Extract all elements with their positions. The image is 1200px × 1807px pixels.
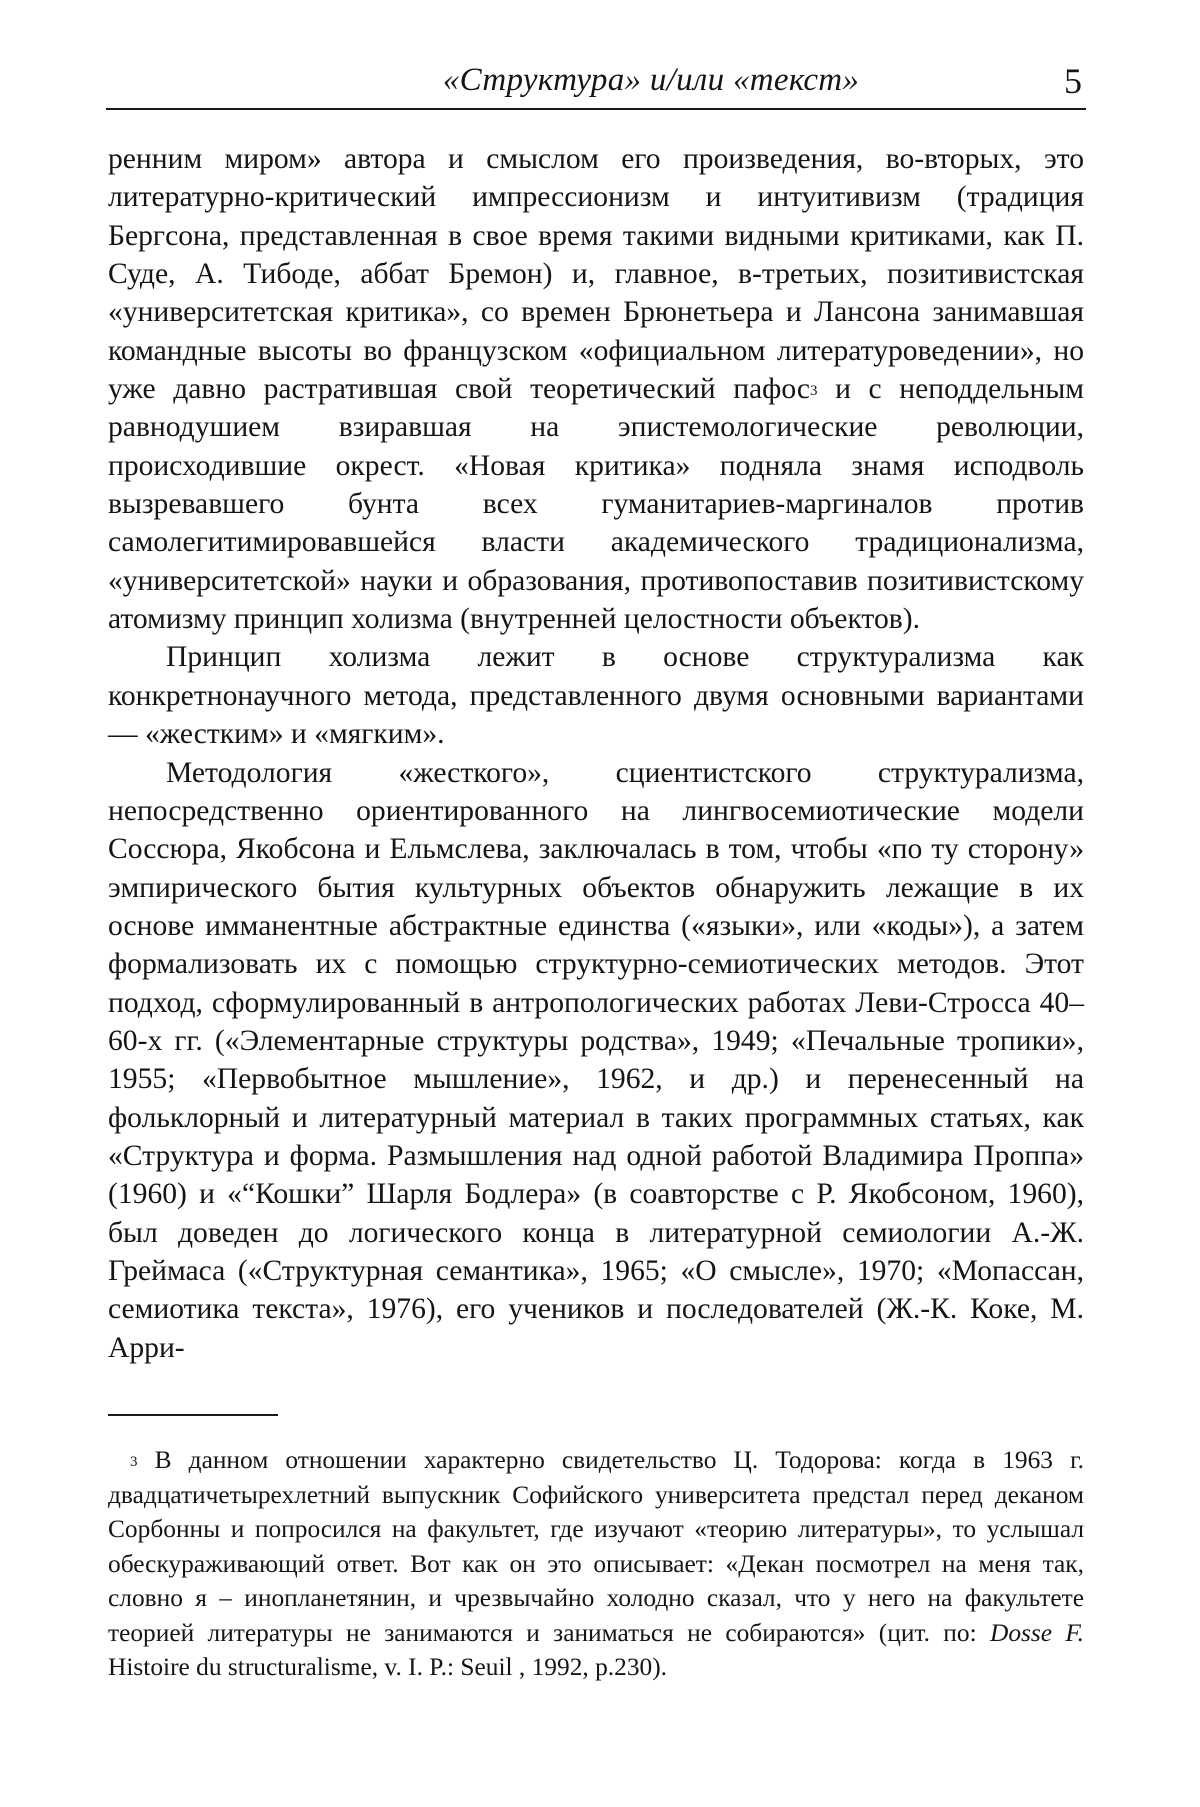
paragraph: Принцип холизма лежит в основе структурализма как конкретнонаучного метода, представленного двумя основными вариантами — «жестким» и «мягким». bbox=[108, 641, 1084, 751]
footnote-author: Dosse F. bbox=[990, 1618, 1084, 1647]
paragraph-text: ренним миром» автора и смыслом его произведения, во-вторых, это литературно-критический импрессионизм и интуитивизм (традиция Бергсона, представленная в свое время такими видными критиками, как П. Суде, А. Тибоде, аббат Бремон) и, главное, в-третьих, позитивистская «университетская критика», со времен Брюнетьера и Лансона занимавшая командные высоты во французском «официальном литературоведении», но уже давно растратившая свой теоретический пафос bbox=[108, 143, 1084, 406]
running-head bbox=[106, 62, 1086, 106]
paragraph-continued bbox=[108, 140, 1084, 638]
paragraph: Методология «жесткого», сциентистского структурализма, непосредственно ориентированного на лингвосемиотические модели Соссюра, Якобсона и Ельмслева, заключалась в том, чтобы «по ту сторону» эмпирического бытия культурных объектов обнаружить лежащие в их основе имманентные абстрактные единства («языки», или «коды»), а затем формализовать их с помощью структурно-семиотических методов. Этот подход, сформулированный в антропологических работах Леви-Стросса 40–60-х гг. («Элементарные структуры родства», 1949; «Печальные тропики», 1955; «Первобытное мышление», 1962, и др.) и перенесенный на фольклорный и литературный материал в таких программных статьях, как «Структура и форма. Размышления над одной работой Владимира Проппа» (1960) и «“Кошки” Шарля Бодлера» (в соавторстве с Р. Якобсоном, 1960), был доведен до логического конца в литературной семиологии А.-Ж. Греймаса («Структурная семантика», 1965; «О смысле», 1970; «Мопассан, семиотика текста», 1976), его учеников и последователей (Ж.-К. Коке, М. Арри- bbox=[108, 756, 1084, 1364]
main-text bbox=[108, 140, 1084, 1367]
footnote-reference[interactable]: 3 bbox=[810, 383, 818, 400]
running-title: «Структура» и/или «текст» bbox=[442, 62, 860, 98]
footnote-citation: Histoire du structuralisme, v. I. P.: Seuil , 1992, p.230). bbox=[108, 1653, 668, 1681]
footnote-rule bbox=[108, 1414, 278, 1416]
footnote-body: В данном отношении характерно свидетельство Ц. Тодорова: когда в 1963 г. двадцатичетырехлетний выпускник Софийского университета предстал перед деканом Сорбонны и попросился на факультет, где изучают «теорию литературы», то услышал обескураживающий ответ. Вот как он это описывает: «Декан посмотрел на меня так, словно я – инопланетянин, и чрезвычайно холодно сказал, что у него на факультете теорией литературы не занимаются и заниматься не собираются» (цит. по: bbox=[108, 1446, 1084, 1647]
page-number: 5 bbox=[1064, 61, 1082, 101]
header-rule bbox=[106, 108, 1086, 110]
paragraph-text: и с неподдельным равнодушием взиравшая на эпистемологические революции, происходившие окрест. «Новая критика» подняла знамя исподволь вызревавшего бунта всех гуманитариев-маргиналов против самолегитимировавшейся власти академического традиционализма, «университетской» науки и образования, противопоставив позитивистскому атомизму принцип холизма (внутренней целостности объектов). bbox=[108, 373, 1084, 636]
footnote-marker: 3 bbox=[130, 1454, 138, 1470]
footnote bbox=[108, 1443, 1084, 1685]
footnote-text bbox=[108, 1443, 1084, 1685]
